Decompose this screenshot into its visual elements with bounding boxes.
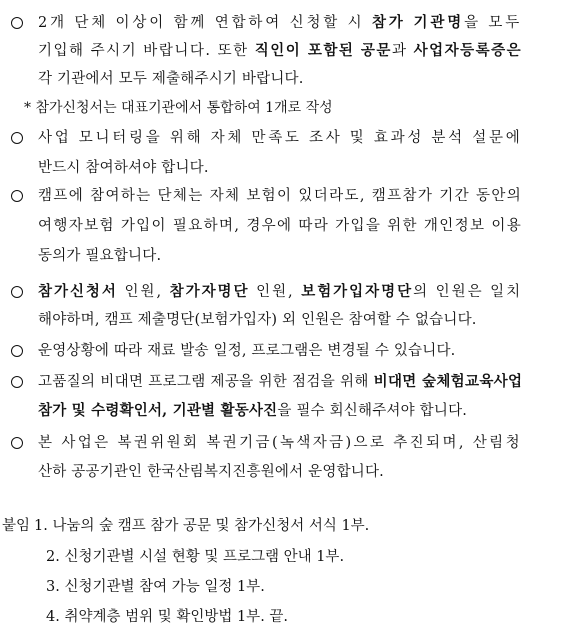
circle-bullet-icon bbox=[11, 345, 23, 357]
text: 해야하며, 캠프 제출명단(보험가입자) 외 인원은 참여할 수 없습니다. bbox=[38, 312, 477, 328]
bold-text: 비대면 숲체험교육사업 bbox=[373, 373, 523, 390]
notice-line bbox=[38, 41, 522, 61]
circle-bullet-icon bbox=[11, 376, 23, 388]
notice-line bbox=[38, 69, 304, 89]
attachment-entry: 1. 나눔의 숲 캠프 참가 공문 및 참가신청서 서식 1부. bbox=[34, 518, 370, 534]
notice-line bbox=[38, 341, 455, 361]
attachment-entry: 2. 신청기관별 시설 현황 및 프로그램 안내 1부. bbox=[46, 549, 345, 565]
bold-text: 사업자등록증은 bbox=[413, 42, 523, 59]
attachment-entry: 4. 취약계층 범위 및 확인방법 1부. 끝. bbox=[46, 609, 289, 625]
notice-line bbox=[38, 372, 522, 392]
bold-text: 참가 및 수령확인서, 기관별 활동사진 bbox=[38, 402, 278, 419]
notice-line bbox=[38, 128, 522, 148]
text: 운영상황에 따라 재료 발송 일정, 프로그램은 변경될 수 있습니다. bbox=[38, 343, 456, 359]
text: 2개 단체 이상이 함께 연합하여 신청할 시 bbox=[38, 15, 372, 31]
notice-line bbox=[38, 158, 209, 178]
text: 반드시 참여하셔야 합니다. bbox=[38, 160, 209, 176]
notice-line bbox=[38, 246, 161, 266]
attachment-entry: 3. 신청기관별 참여 가능 일정 1부. bbox=[46, 579, 265, 595]
circle-bullet-icon bbox=[11, 17, 23, 29]
text: 과 bbox=[391, 43, 414, 59]
text: 여행자보험 가입이 필요하며, 경우에 따라 가입을 위한 개인정보 이용 bbox=[38, 218, 523, 234]
text: 각 기관에서 모두 제출해주시기 바랍니다. bbox=[38, 71, 304, 87]
circle-bullet-icon bbox=[11, 437, 23, 449]
notice-line bbox=[38, 401, 467, 421]
text: 캠프에 참여하는 단체는 자체 보험이 있더라도, 캠프참가 기간 동안의 bbox=[38, 188, 523, 204]
circle-bullet-icon bbox=[11, 132, 23, 144]
circle-bullet-icon bbox=[11, 286, 23, 298]
text: 을 필수 회신해주셔야 합니다. bbox=[277, 403, 468, 419]
text: 본 사업은 복권위원회 복권기금(녹색자금)으로 추진되며, 산림청 bbox=[38, 435, 522, 451]
text: 인원, bbox=[249, 284, 302, 300]
notice-line bbox=[38, 216, 522, 236]
note-text: * 참가신청서는 대표기관에서 통합하여 1개로 작성 bbox=[24, 100, 333, 116]
notice-line bbox=[38, 462, 384, 482]
notice-line bbox=[38, 13, 522, 33]
text: 을 모두 bbox=[464, 15, 523, 31]
notice-line bbox=[38, 433, 522, 453]
notice-line bbox=[38, 310, 477, 330]
notice-line bbox=[38, 186, 522, 206]
text: 동의가 필요합니다. bbox=[38, 248, 162, 264]
text: 인원, bbox=[117, 284, 170, 300]
circle-bullet-icon bbox=[11, 190, 23, 202]
text: 사업 모니터링을 위해 자체 만족도 조사 및 효과성 분석 설문에 bbox=[38, 130, 523, 146]
bold-text: 참가 기관명 bbox=[371, 14, 465, 31]
notice-line bbox=[38, 282, 522, 302]
bold-text: 참가자명단 bbox=[169, 283, 250, 300]
attachments-label: 붙임 bbox=[2, 518, 31, 534]
text: 산하 공공기관인 한국산림복지진흥원에서 운영합니다. bbox=[38, 464, 384, 480]
text: 의 인원은 일치 bbox=[413, 284, 523, 300]
text: 고품질의 비대면 프로그램 제공을 위한 점검을 위해 bbox=[38, 374, 374, 390]
bold-text: 참가신청서 bbox=[38, 283, 118, 300]
text: 기입해 주시기 바랍니다. 또한 bbox=[38, 43, 255, 59]
bold-text: 직인이 포함된 공문 bbox=[254, 42, 392, 59]
bold-text: 보험가입자명단 bbox=[301, 283, 414, 300]
